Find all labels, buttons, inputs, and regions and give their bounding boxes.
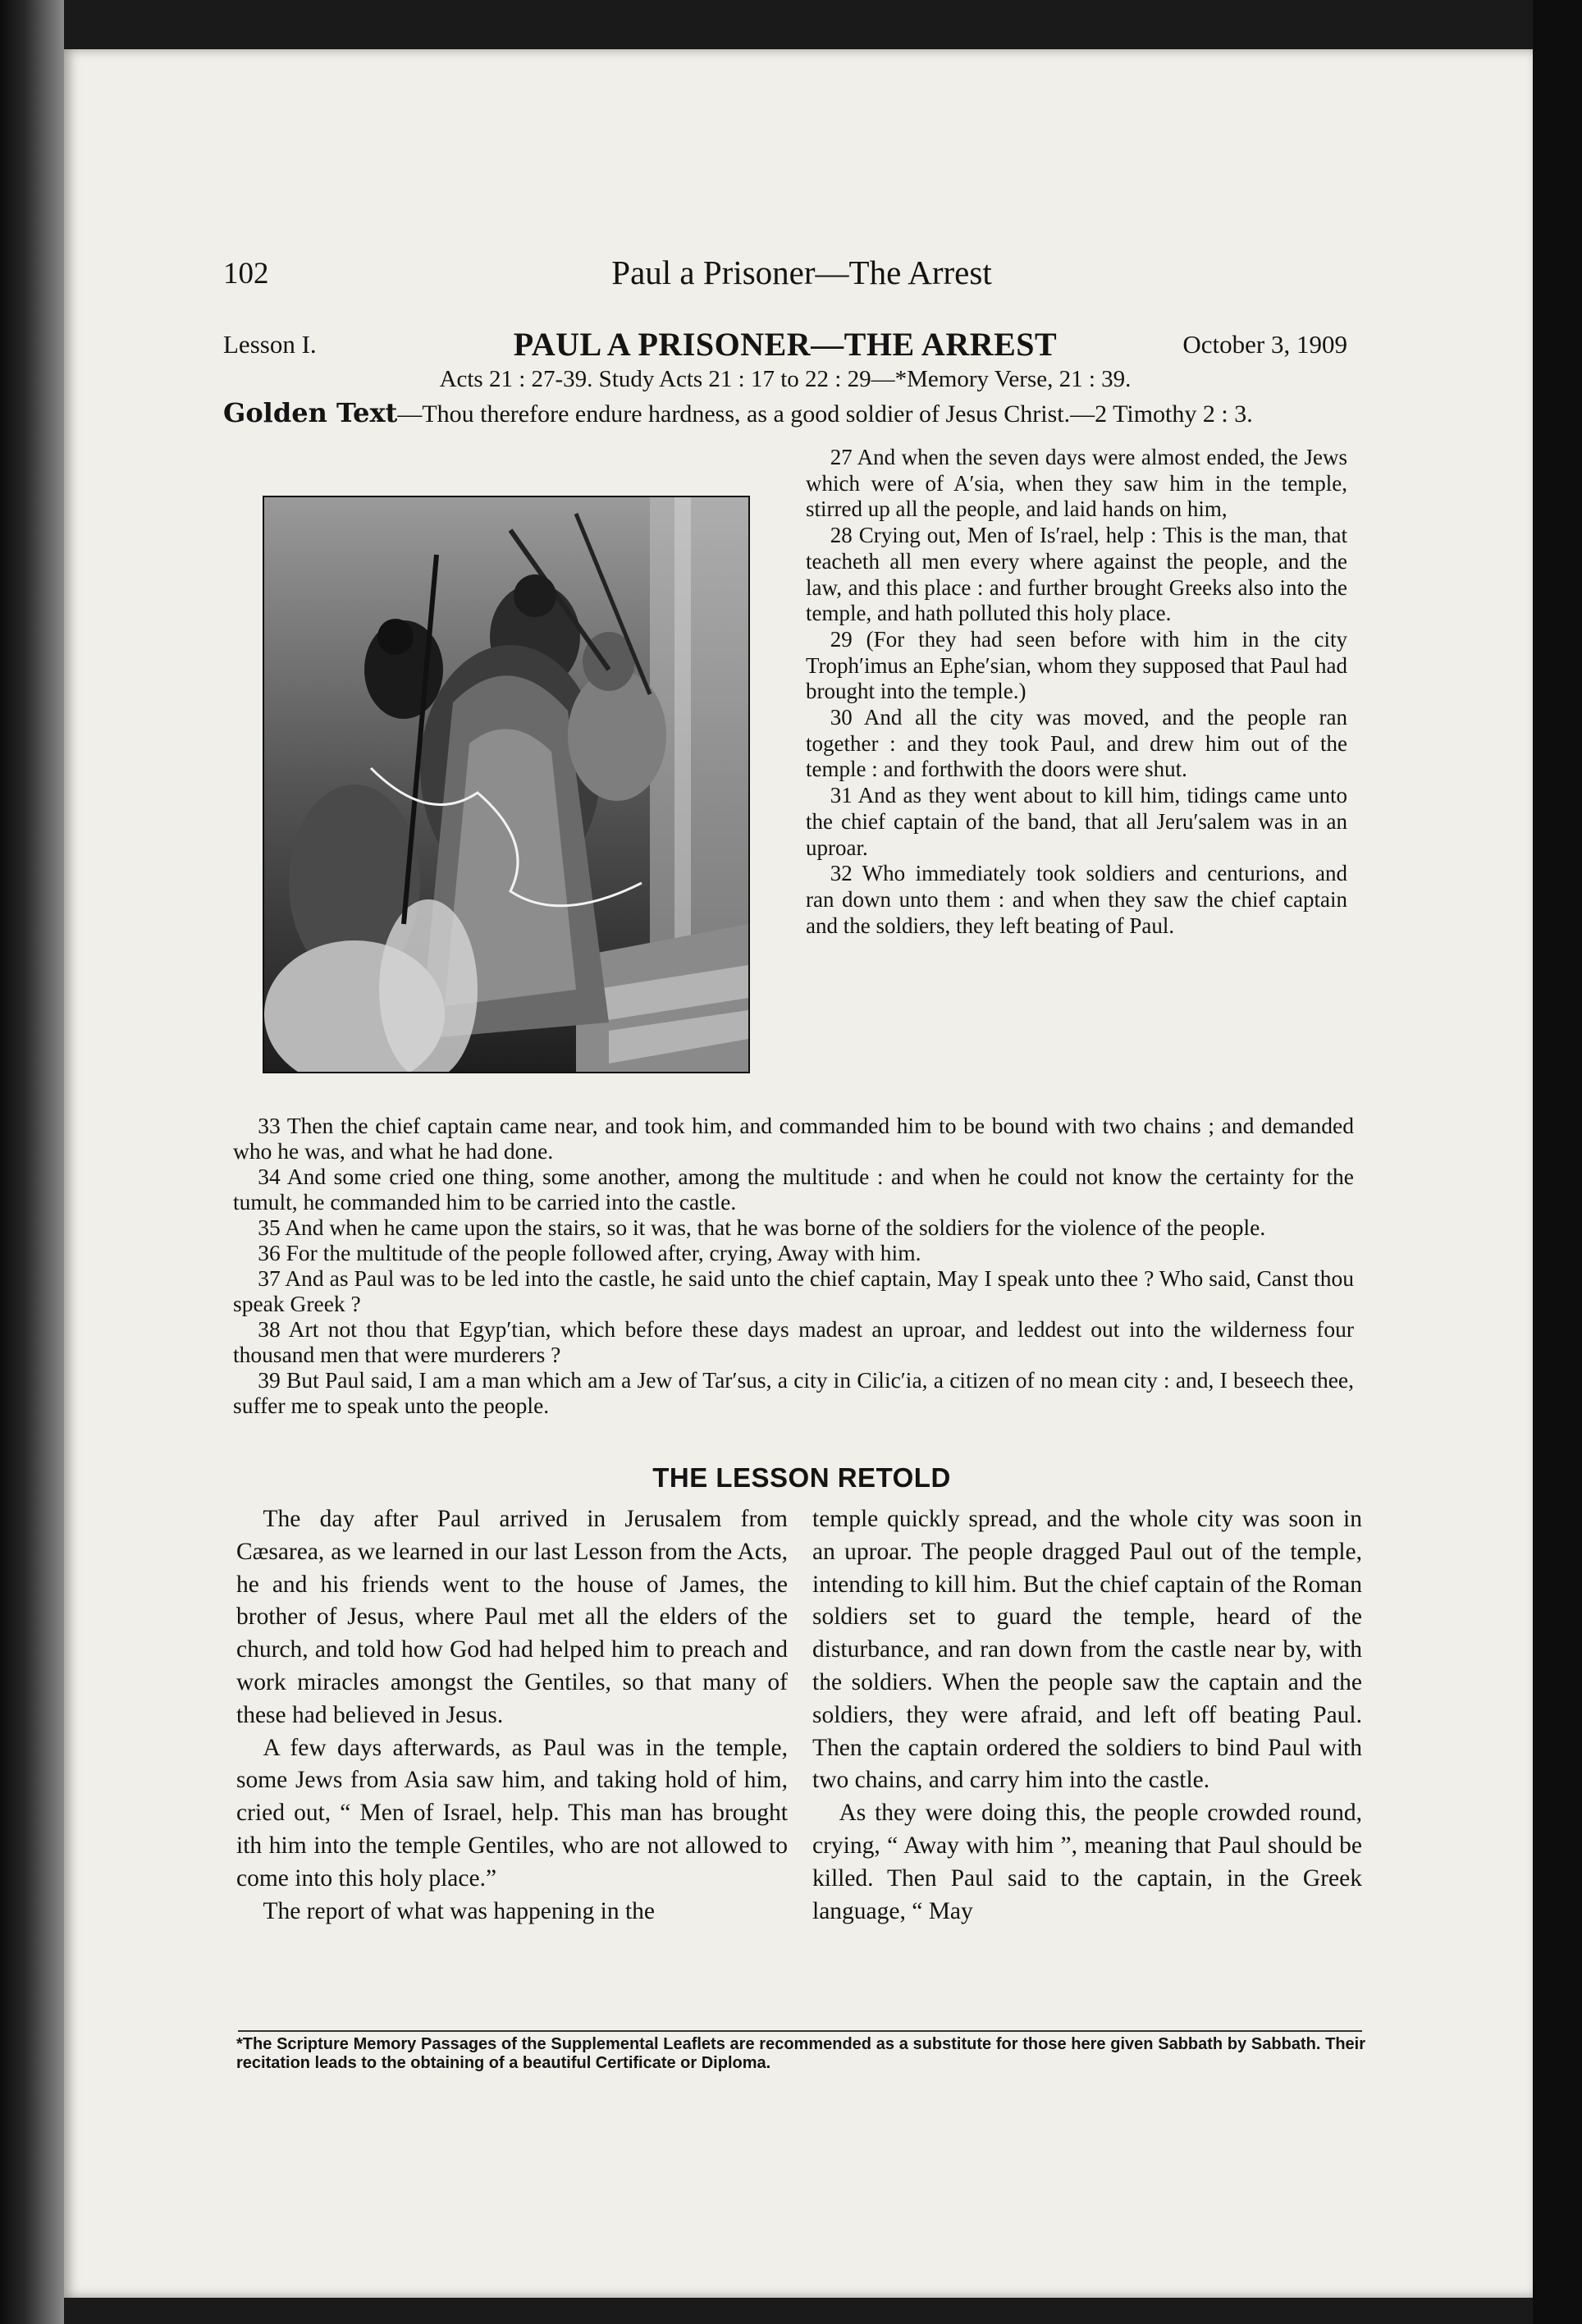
verse-35: 35 And when he came upon the stairs, so it was, that he was borne of the soldiers for the violence of the people. bbox=[258, 1215, 1266, 1240]
verse-30: 30 And all the city was moved, and the people ran together : and they took Paul, and drew him out of the temple : and forthwith the doors were shut. bbox=[806, 705, 1347, 782]
scripture-references: Acts 21 : 27-39. Study Acts 21 : 17 to 22 : 29—*Memory Verse, 21 : 39. bbox=[439, 366, 1132, 392]
verse-34: 34 And some cried one thing, some another, among the multitude : and when he could not know the certainty for the tumult, he commanded him to be carried into the castle. bbox=[233, 1164, 1354, 1215]
verse-28: 28 Crying out, Men of Is′rael, help : This is the man, that teacheth all men every where against the people, and the law, and this place : and further brought Greeks also into the temple, and hath polluted this holy place. bbox=[806, 523, 1347, 626]
running-title: Paul a Prisoner—The Arrest bbox=[611, 254, 992, 291]
book-spine bbox=[0, 0, 64, 2324]
lesson-header bbox=[223, 325, 1347, 366]
verse-36: 36 For the multitude of the people followed after, crying, Away with him. bbox=[258, 1240, 921, 1265]
page-number: 102 bbox=[223, 257, 269, 290]
footnote: *The Scripture Memory Passages of the Supplemental Leaflets are recommended as a substitute for those here given Sabbath by Sabbath. Their recitation leads to the obtaining of a beautiful Certificate or Diploma. bbox=[236, 2035, 1365, 2072]
golden-text-label: Golden Text bbox=[223, 397, 398, 428]
scripture-verses-27-32 bbox=[806, 445, 1347, 939]
verse-37: 37 And as Paul was to be led into the castle, he said unto the chief captain, May I speak unto thee ? Who said, Canst thou speak Greek ? bbox=[233, 1265, 1354, 1316]
retold-paragraph: A few days afterwards, as Paul was in the temple, some Jews from Asia saw him, and taking hold of him, cried out, “ Men of Israel, help. This man has brought ith him into the temple Gentiles, who are not allowed to come into this holy place.” bbox=[236, 1734, 788, 1892]
running-header bbox=[223, 256, 1380, 297]
scan-border bbox=[1533, 0, 1582, 2324]
retold-paragraph: The day after Paul arrived in Jerusalem from Cæsarea, as we learned in our last Lesson from the Acts, he and his friends went to the house of James, the brother of Jesus, where Paul met all the elders of the church, and told how God had helped him to preach and work miracles amongst the Gentiles, so that many of these had believed in Jesus. bbox=[236, 1506, 788, 1728]
verse-27: 27 And when the seven days were almost ended, the Jews which were of A′sia, when they saw him in the temple, stirred up all the people, and laid hands on him, bbox=[806, 445, 1347, 522]
scripture-verses-33-39 bbox=[233, 1113, 1354, 1418]
verse-32: 32 Who immediately took soldiers and centurions, and ran down unto them : and when they saw the chief captain and the soldiers, they left beating of Paul. bbox=[806, 861, 1347, 938]
lesson-title: PAUL A PRISONER—THE ARREST bbox=[513, 326, 1058, 363]
verse-29: 29 (For they had seen before with him in the city Troph′imus an Ephe′sian, whom they supposed that Paul had brought into the temple.) bbox=[806, 626, 1347, 704]
retold-column-left bbox=[236, 1503, 788, 1928]
retold-paragraph: temple quickly spread, and the whole city was soon in an uproar. The people dragged Paul out of the temple, intending to kill him. But the chief captain of the Roman soldiers set to guard the temple, heard of the disturbance, and ran down from the castle near by, with the soldiers. When the people saw the captain and the soldiers, they were afraid, and left off beating Paul. Then the captain ordered the soldiers to bind Paul with two chains, and carry him into the castle. bbox=[812, 1506, 1362, 1794]
arrest-illustration bbox=[263, 496, 750, 1073]
verse-39: 39 But Paul said, I am a man which am a Jew of Tar′sus, a city in Cilic′ia, a citizen of no mean city : and, I beseech thee, suffer me to speak unto the people. bbox=[233, 1367, 1354, 1418]
footnote-divider bbox=[238, 2030, 1362, 2032]
retold-paragraph: As they were doing this, the people crowded round, crying, “ Away with him ”, meaning that Paul should be killed. Then Paul said to the captain, in the Greek language, “ May bbox=[812, 1800, 1362, 1924]
lesson-retold-heading: THE LESSON RETOLD bbox=[652, 1462, 951, 1493]
retold-paragraph: The report of what was happening in the bbox=[263, 1897, 656, 1924]
retold-column-right bbox=[812, 1503, 1362, 1928]
verse-33: 33 Then the chief captain came near, and took him, and commanded him to be bound with two chains ; and demanded who he was, and what he had done. bbox=[233, 1113, 1354, 1164]
lesson-date: October 3, 1909 bbox=[1182, 330, 1347, 359]
golden-text-body: —Thou therefore endure hardness, as a good soldier of Jesus Christ.—2 Timothy 2 : 3. bbox=[397, 400, 1253, 428]
golden-text bbox=[223, 397, 1356, 430]
verse-31: 31 And as they went about to kill him, tidings came unto the chief captain of the band, that all Jeru′salem was in an uproar. bbox=[806, 783, 1347, 860]
verse-38: 38 Art not thou that Egyp′tian, which before these days madest an uproar, and leddest out into the wilderness four thousand men that were murderers ? bbox=[233, 1316, 1354, 1367]
lesson-number: Lesson I. bbox=[223, 330, 317, 359]
